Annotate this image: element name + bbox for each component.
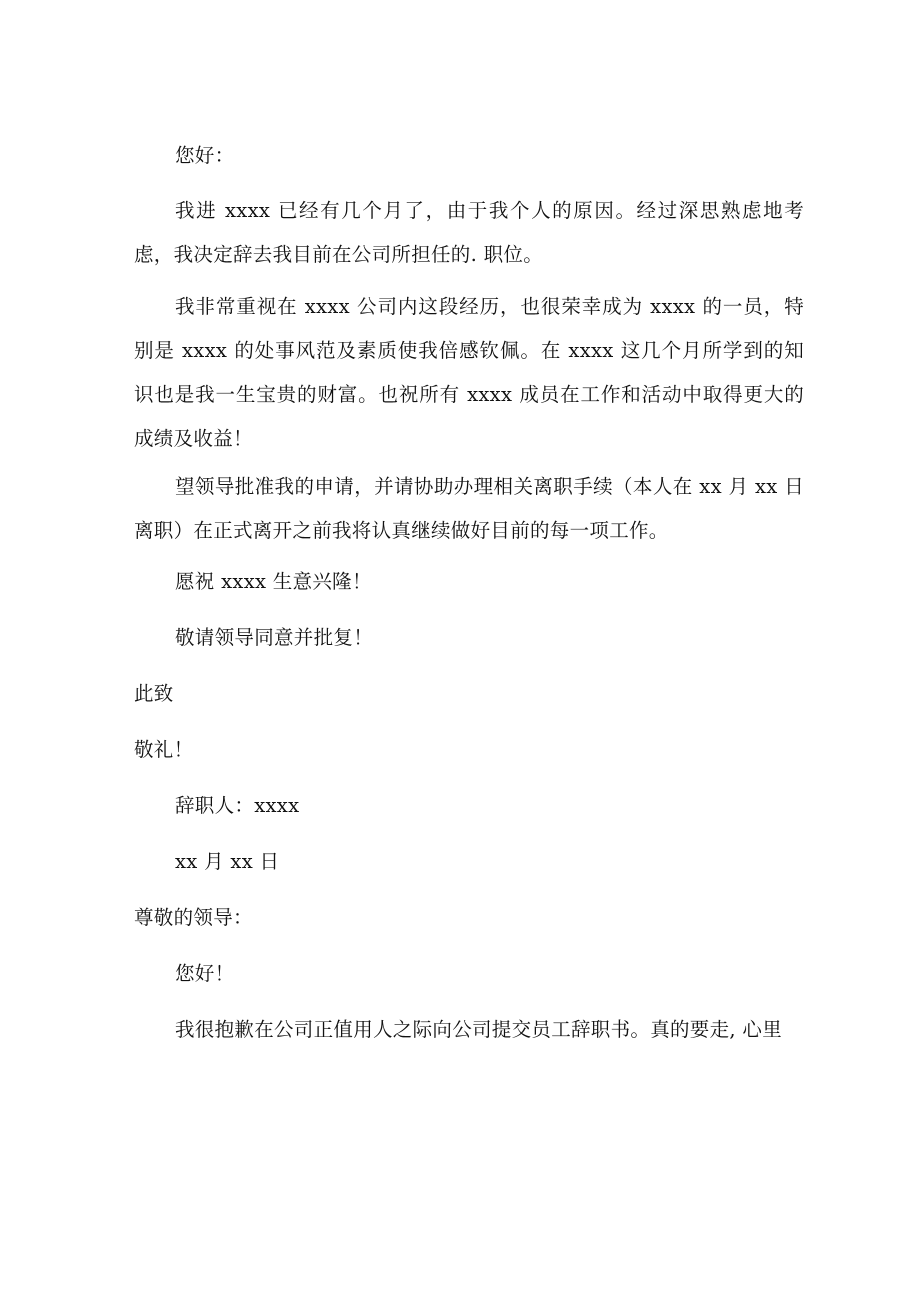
paragraph-apology: 我很抱歉在公司正值用人之际向公司提交员工辞职书。真的要走, 心里 <box>175 1018 782 1041</box>
date-line: xx 月 xx 日 <box>175 850 280 873</box>
closing-jing-li: 敬礼！ <box>134 738 194 761</box>
paragraph-experience: 我非常重视在 xxxx 公司内这段经历，也很荣幸成为 xxxx 的一员，特别是 xxxx 的处事风范及素质使我倍感钦佩。在 xxxx 这几个月所学到的知识也是我一生宝贵的财富。也祝所有 xxxx 成员在工作和活动中取得更大的成绩及收益！ <box>134 295 804 450</box>
closing-ci-zhi: 此致 <box>134 682 174 705</box>
salutation: 尊敬的领导： <box>134 906 253 929</box>
signer: 辞职人：xxxx <box>175 794 300 817</box>
greeting-2: 您好！ <box>175 962 235 985</box>
paragraph-request: 望领导批准我的申请，并请协助办理相关离职手续（本人在 xx 月 xx 日离职）在正式离开之前我将认真继续做好目前的每一项工作。 <box>134 475 804 542</box>
wish-line: 愿祝 xxxx 生意兴隆！ <box>175 570 372 593</box>
paragraph-reason: 我进 xxxx 已经有几个月了，由于我个人的原因。经过深思熟虑地考虑，我决定辞去我目前在公司所担任的. 职位。 <box>134 199 804 266</box>
request-line: 敬请领导同意并批复！ <box>175 626 374 649</box>
greeting: 您好： <box>175 144 235 167</box>
